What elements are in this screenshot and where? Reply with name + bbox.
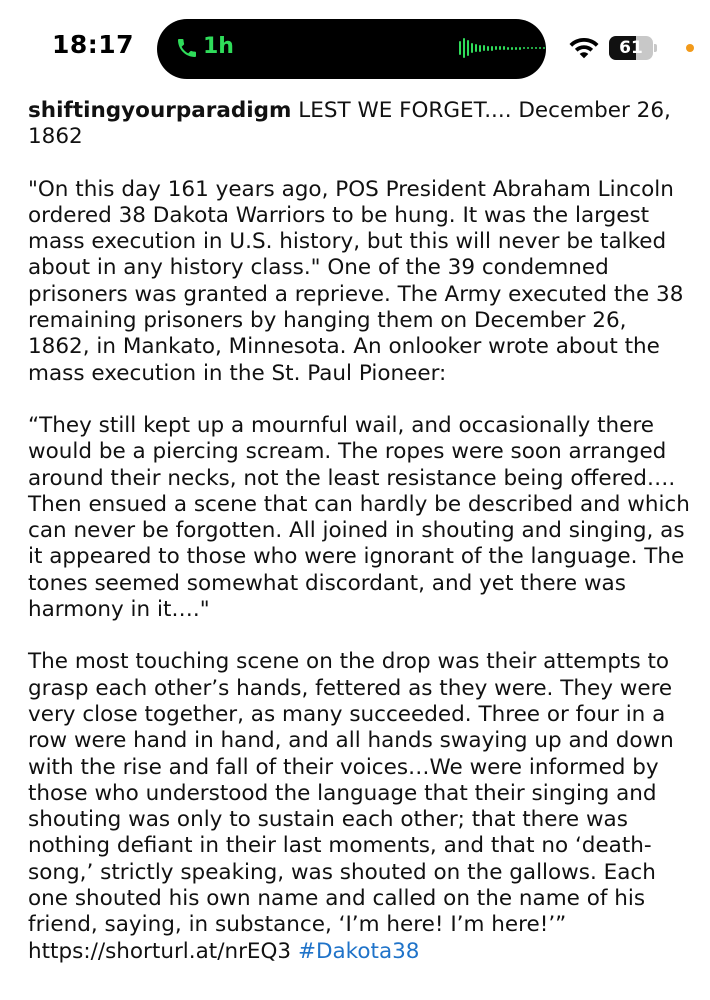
post-title: LEST WE FORGET.... December 26, 1862 (28, 98, 671, 150)
hashtag-link[interactable]: #Dakota38 (297, 938, 420, 964)
dynamic-island-call[interactable] (157, 19, 546, 79)
call-duration: 1h (203, 34, 234, 59)
post-username[interactable]: shiftingyourparadigm (28, 98, 292, 123)
status-bar (0, 0, 710, 96)
recording-indicator-dot (686, 44, 694, 52)
post-caption (28, 98, 692, 991)
caption-paragraph: "On this day 161 years ago, POS President Abraham Lincoln ordered 38 Dakota Warriors to be hung. It was the largest mass execution in U.S. history, but this will never be talked about in any history class." One of the 39 condemned prisoners was granted a reprieve. The Army executed the 38 remaining prisoners by hanging them on December 26, 1862, in Mankato, Minnesota. An onlooker wrote about the mass execution in the St. Paul Pioneer: (28, 176, 684, 386)
battery-icon (609, 36, 657, 60)
caption-paragraph-text: The most touching scene on the drop was their attempts to grasp each other’s hands, fettered as they were. They were very close together, as many succeeded. Three or four in a row were hand in hand, and all hands swaying up and down with the rise and fall of their voices…We were informed by those who understood the language that their singing and shouting was only to sustain each other; that there was nothing defiant in their last moments, and that no ‘death-song,’ strictly speaking, was shouted on the gallows. Each one shouted his own name and called on the name of his friend, saying, in substance, ‘I’m here! I’m here!’” (28, 649, 674, 938)
caption-paragraph-final (28, 649, 692, 965)
caption-paragraph: “They still kept up a mournful wail, and occasionally there would be a piercing scream. The ropes were soon arranged around their necks, not the least resistance being offered…. Then ensued a scene that can hardly be described and which can never be forgotten. All joined in shouting and singing, as it appeared to those who were ignorant of the language. The tones seemed somewhat discordant, and yet there was harmony in it…." (28, 412, 690, 623)
phone-icon (175, 36, 199, 60)
battery-level: 61 (619, 38, 643, 58)
audio-waveform-icon (459, 38, 545, 58)
post-link[interactable]: https://shorturl.at/nrEQ3 (28, 938, 292, 964)
wifi-icon (568, 34, 600, 60)
caption-header (28, 98, 692, 151)
status-time: 18:17 (52, 30, 135, 59)
